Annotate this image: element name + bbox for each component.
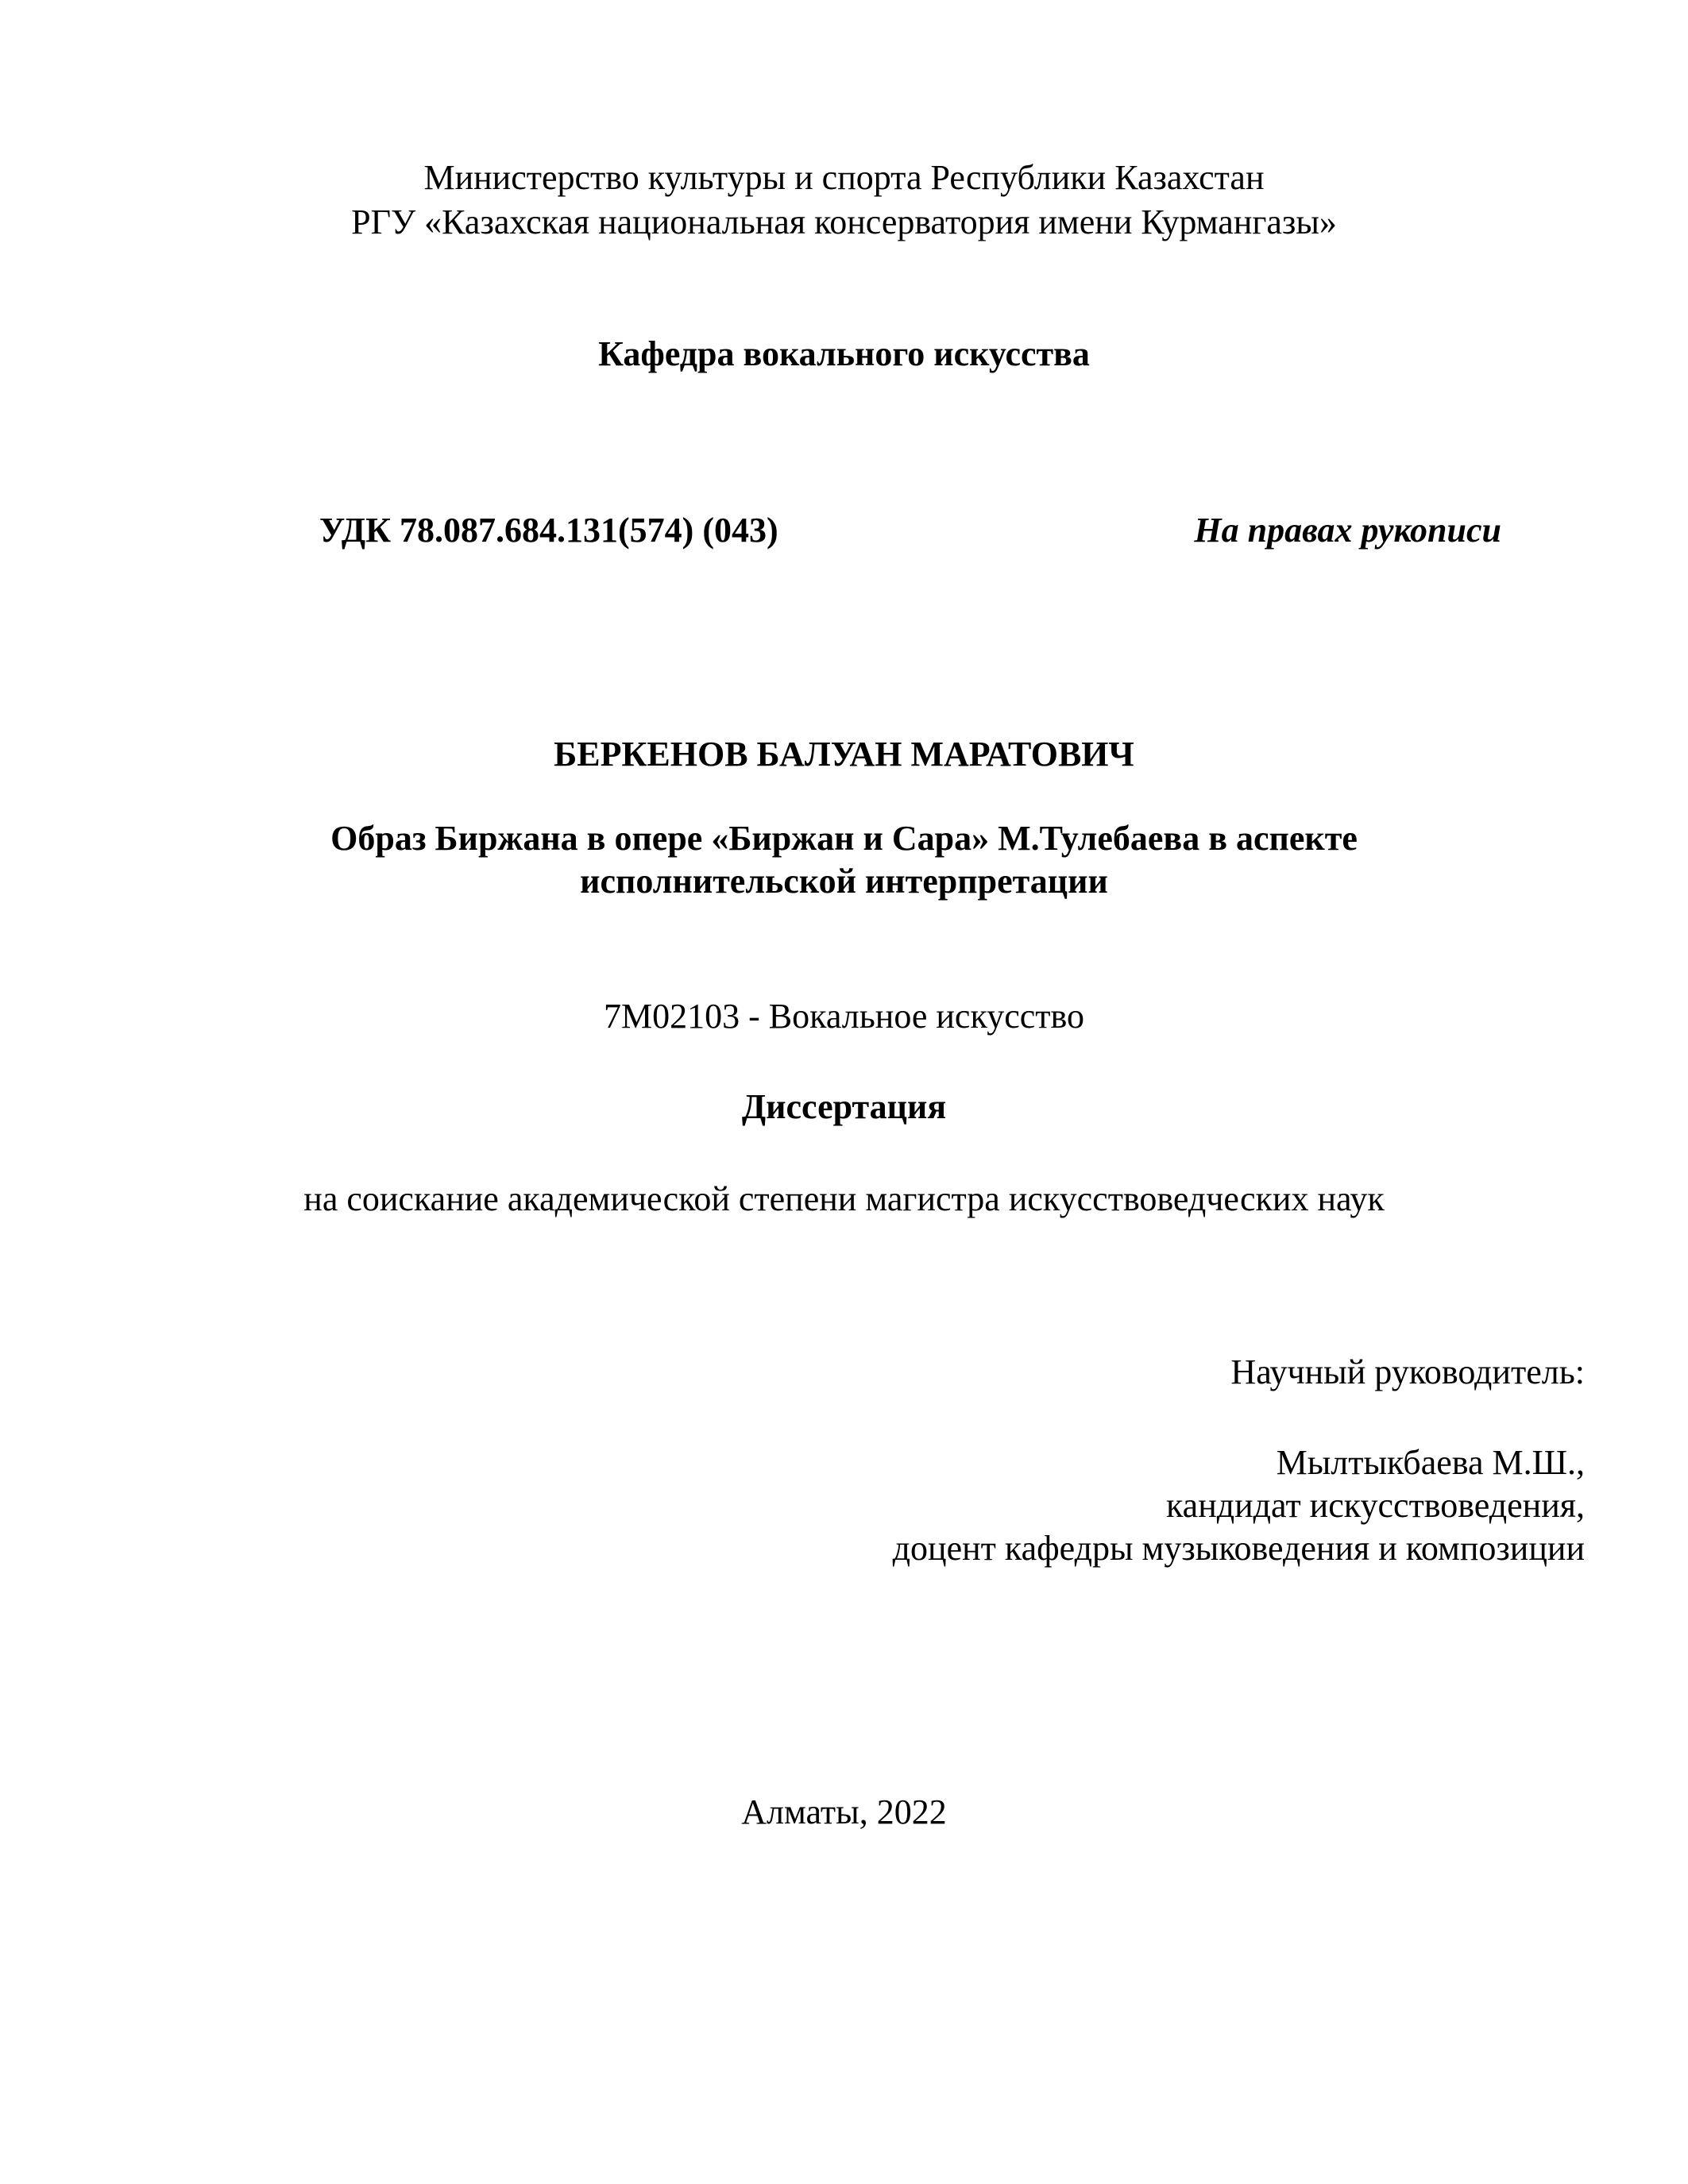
author-name: БЕРКЕНОВ БАЛУАН МАРАТОВИЧ — [554, 735, 1134, 774]
rights-notice: На правах рукописи — [1194, 511, 1501, 550]
supervisor-degree: кандидат искусствоведения, — [1165, 1486, 1585, 1525]
degree-line: на соискание академической степени магистра искусствоведческих наук — [303, 1179, 1385, 1218]
supervisor-label: Научный руководитель: — [1230, 1352, 1585, 1391]
thesis-title-line-1: Образ Биржана в опере «Биржан и Сара» М.Тулебаева в аспекте — [330, 819, 1358, 858]
udk-code: УДК 78.087.684.131(574) (043) — [319, 511, 778, 550]
supervisor-position: доцент кафедры музыковедения и композиции — [892, 1529, 1585, 1568]
ministry-line: Министерство культуры и спорта Республики Казахстан — [423, 158, 1265, 197]
supervisor-name: Мылтыкбаева М.Ш., — [1276, 1443, 1585, 1482]
institution-line: РГУ «Казахская национальная консерватория имени Курмангазы» — [351, 203, 1337, 241]
specialty-code: 7M02103 - Вокальное искусство — [604, 997, 1084, 1036]
department-heading: Кафедра вокального искусства — [598, 334, 1090, 373]
thesis-title-line-2: исполнительской интерпретации — [580, 862, 1108, 901]
place-and-year: Алматы, 2022 — [741, 1792, 947, 1831]
document-type: Диссертация — [741, 1087, 947, 1126]
